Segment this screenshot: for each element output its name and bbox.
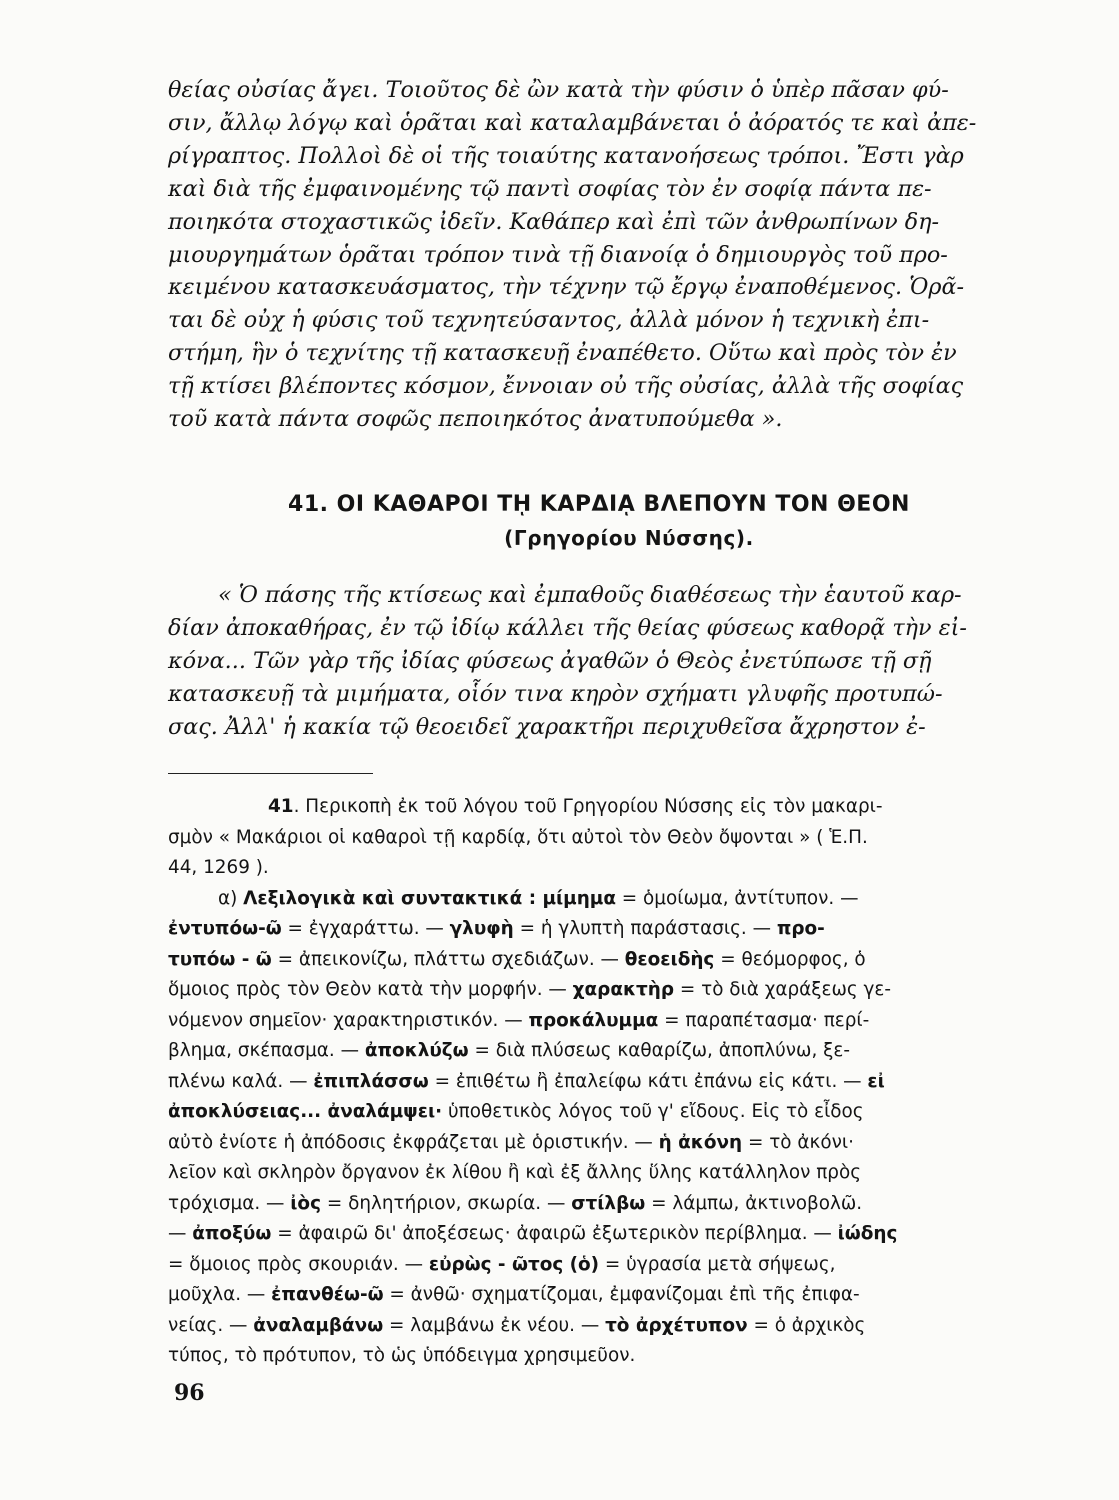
footnote-line: σμὸν « Μακάριοι οἱ καθαροὶ τῇ καρδίᾳ, ὅτι αὐτοὶ τὸν Θεὸν ὄψονται » ( Ἑ.Π. (168, 826, 868, 848)
gloss-text: λεῖον καὶ σκληρὸν ὄργανον ἐκ λίθου ἢ καὶ ἐξ ἄλλης ὕλης κατάλληλον πρὸς (168, 1162, 862, 1183)
section-title: 41. ΟΙ ΚΑΘΑΡΟΙ Τῌ ΚΑΡΔΙᾼ ΒΛΕΠΟΥΝ ΤΟΝ ΘΕΟΝ (288, 492, 910, 517)
gloss-text: = ἡ γλυπτὴ παράστασις. — (513, 918, 777, 939)
gloss-text: μοῦχλα. — (168, 1284, 272, 1305)
gloss-line (168, 975, 1030, 1006)
gloss-line (168, 945, 1030, 976)
gloss-text: = λαμβάνω ἐκ νέου. — (383, 1314, 606, 1336)
gloss-term: προκάλυμμα (528, 1009, 659, 1031)
gloss-text: = ἐπιθέτω ἢ ἐπαλείφω κάτι ἐπάνω εἰς κάτι. — (428, 1070, 868, 1092)
gloss-text: αὐτὸ ἐνίοτε ἡ ἀπόδοσις ἐκφράζεται μὲ ὁριστικήν. — (168, 1131, 659, 1153)
text-line: τοῦ κατὰ πάντα σοφῶς πεποιηκότος ἀνατυπούμεθα ». (168, 406, 783, 433)
gloss-line (168, 1341, 1030, 1372)
quote-line: κόνα... Τῶν γὰρ τῆς ἰδίας φύσεως ἀγαθῶν ὁ Θεὸς ἐνετύπωσε τῇ σῇ (168, 647, 932, 674)
text-line: σιν, ἄλλῳ λόγῳ καὶ ὁρᾶται καὶ καταλαμβάνεται ὁ ἀόρατός τε καὶ ἀπε- (168, 109, 977, 136)
footnote-text: . Περικοπὴ ἐκ τοῦ λόγου τοῦ Γρηγορίου Νύσσης εἰς τὸν μακαρι- (293, 796, 883, 817)
page-number: 96 (174, 1380, 205, 1406)
quote-line: δίαν ἀποκαθήρας, ἐν τῷ ἰδίῳ κάλλει τῆς θείας φύσεως καθορᾷ τὴν εἰ- (168, 614, 967, 641)
gloss-term: Λεξιλογικὰ καὶ συντακτικά : μίμημα (243, 887, 616, 909)
gloss-line (168, 1219, 1030, 1250)
text-line: ται δὲ οὐχ ἡ φύσις τοῦ τεχνητεύσαντος, ἀλλὰ μόνον ἡ τεχνικὴ ἐπι- (168, 307, 930, 334)
gloss-line (168, 884, 1030, 915)
gloss-term: στίλβω (571, 1192, 646, 1214)
gloss-line (168, 1280, 1030, 1311)
gloss-text: ὑποθετικὸς λόγος τοῦ γ' εἴδους. Εἰς τὸ εἶδος (442, 1101, 864, 1122)
gloss-text: τρόχισμα. — (168, 1192, 291, 1214)
gloss-text: = ἀπεικονίζω, πλάττω σχεδιάζων. — (271, 948, 625, 970)
gloss-term: εὐρὼς - ῶτος (ὁ) (428, 1253, 600, 1275)
gloss-text: = ἐγχαράττω. — (281, 918, 450, 939)
gloss-line (168, 1189, 1030, 1220)
gloss-text: = παραπέτασμα· περί- (658, 1009, 870, 1031)
text-line: τῇ κτίσει βλέποντες κόσμον, ἔννοιαν οὐ τῆς οὐσίας, ἀλλὰ τῆς σοφίας (168, 373, 964, 400)
gloss-line (168, 1067, 1030, 1098)
footnotes (168, 792, 1030, 1372)
gloss-term: τὸ ἀρχέτυπον (605, 1314, 748, 1336)
gloss-text: — (168, 1223, 193, 1244)
gloss-text: = ὁμοίωμα, ἀντίτυπον. — (615, 887, 859, 909)
gloss-term: ἰώδης (837, 1223, 898, 1244)
gloss-term: ἡ ἀκόνη (658, 1131, 743, 1153)
gloss-line (168, 1158, 1030, 1189)
gloss-text: = ὑγρασία μετὰ σήψεως, (599, 1253, 836, 1275)
gloss-term: ἀναλαμβάνω (253, 1314, 384, 1336)
gloss-text: α) (218, 887, 244, 909)
footnote-line (168, 792, 1030, 823)
gloss-text: τύπος, τὸ πρότυπον, τὸ ὡς ὑπόδειγμα χρησιμεῦον. (168, 1345, 636, 1366)
gloss-text: = ὅμοιος πρὸς σκουριάν. — (168, 1253, 429, 1275)
text-line: μιουργημάτων ὁρᾶται τρόπον τινὰ τῇ διανοίᾳ ὁ δημιουργὸς τοῦ προ- (168, 241, 948, 268)
vocabulary-notes (168, 884, 1030, 1372)
section-subtitle: (Γρηγορίου Νύσσης). (504, 526, 754, 550)
gloss-term: θεοειδὴς (624, 948, 715, 970)
text-line: κειμένου κατασκευάσματος, τὴν τέχνην τῷ ἔργῳ ἐναποθέμενος. Ὁρᾶ- (168, 274, 965, 301)
quote-line: σας. Ἀλλ' ἡ κακία τῷ θεοειδεῖ χαρακτῆρι περιχυθεῖσα ἄχρηστον ἐ- (168, 713, 926, 740)
gloss-text: πλένω καλά. — (168, 1070, 314, 1092)
gloss-text: = τὸ ἀκόνι· (742, 1131, 854, 1153)
gloss-text: = δηλητήριον, σκωρία. — (320, 1192, 572, 1214)
gloss-term: ἐπιπλάσσω (313, 1070, 429, 1092)
gloss-text: νόμενον σημεῖον· χαρακτηριστικόν. — (168, 1009, 529, 1031)
gloss-term: γλυφὴ (449, 918, 514, 939)
gloss-text: βλημα, σκέπασμα. — (168, 1040, 365, 1061)
gloss-term: ἰὸς (290, 1192, 321, 1214)
gloss-line (168, 914, 1030, 945)
quote-line: κατασκευῇ τὰ μιμήματα, οἷόν τινα κηρὸν σχήματι γλυφῆς προτυπώ- (168, 680, 943, 707)
gloss-line (168, 1006, 1030, 1037)
text-line: στήμη, ἣν ὁ τεχνίτης τῇ κατασκευῇ ἐναπέθετο. Οὕτω καὶ πρὸς τὸν ἐν (168, 340, 957, 367)
text-line: ρίγραπτος. Πολλοὶ δὲ οἱ τῆς τοιαύτης κατανοήσεως τρόποι. Ἔστι γὰρ (168, 142, 964, 169)
quote-line: « Ὁ πάσης τῆς κτίσεως καὶ ἐμπαθοῦς διαθέσεως τὴν ἑαυτοῦ καρ- (218, 582, 962, 608)
gloss-term: ἀποκλύσειας... ἀναλάμψει· (168, 1101, 443, 1122)
gloss-text: νείας. — (168, 1314, 254, 1336)
footnote-divider (168, 773, 373, 774)
gloss-text: = ἀφαιρῶ δι' ἀποξέσεως· ἀφαιρῶ ἐξωτερικὸν περίβλημα. — (271, 1223, 838, 1244)
gloss-term: ἐντυπόω-ῶ (168, 918, 282, 939)
quotation (168, 579, 1030, 744)
footnote-line: 44, 1269 ). (168, 857, 269, 878)
gloss-term: ἀποξύω (192, 1223, 272, 1244)
section-heading (168, 492, 1030, 550)
gloss-text: = ἀνθῶ· σχηματίζομαι, ἐμφανίζομαι ἐπὶ τῆς ἐπιφα- (383, 1284, 860, 1305)
gloss-line (168, 1097, 1030, 1128)
footnote-number: 41 (268, 796, 294, 817)
gloss-text: = διὰ πλύσεως καθαρίζω, ἀποπλύνω, ξε- (468, 1040, 850, 1061)
gloss-text: ὅμοιος πρὸς τὸν Θεὸν κατὰ τὴν μορφήν. — (168, 979, 573, 1000)
gloss-text: = θεόμορφος, ὁ (714, 948, 866, 970)
gloss-term: προ- (776, 918, 825, 939)
gloss-line (168, 1250, 1030, 1281)
gloss-term: χαρακτὴρ (572, 979, 675, 1000)
text-line: ποιηκότα στοχαστικῶς ἰδεῖν. Καθάπερ καὶ ἐπὶ τῶν ἀνθρωπίνων δη- (168, 208, 940, 235)
gloss-term: τυπόω - ῶ (168, 948, 272, 970)
gloss-text: = τὸ διὰ χαράξεως γε- (674, 979, 891, 1000)
gloss-line (168, 1311, 1030, 1342)
gloss-text: = ὁ ἀρχικὸς (747, 1314, 866, 1336)
gloss-line (168, 1128, 1030, 1159)
gloss-term: ἀποκλύζω (364, 1040, 469, 1061)
gloss-text: = λάμπω, ἀκτινοβολῶ. (645, 1192, 863, 1214)
main-text (168, 74, 1030, 436)
text-line: θείας οὐσίας ἄγει. Τοιοῦτος δὲ ὢν κατὰ τὴν φύσιν ὁ ὑπὲρ πᾶσαν φύ- (168, 77, 949, 103)
text-line: καὶ διὰ τῆς ἐμφαινομένης τῷ παντὶ σοφίας τὸν ἐν σοφίᾳ πάντα πε- (168, 175, 932, 202)
gloss-line (168, 1036, 1030, 1067)
gloss-term: εἰ (867, 1070, 885, 1092)
gloss-term: ἐπανθέω-ῶ (271, 1284, 384, 1305)
